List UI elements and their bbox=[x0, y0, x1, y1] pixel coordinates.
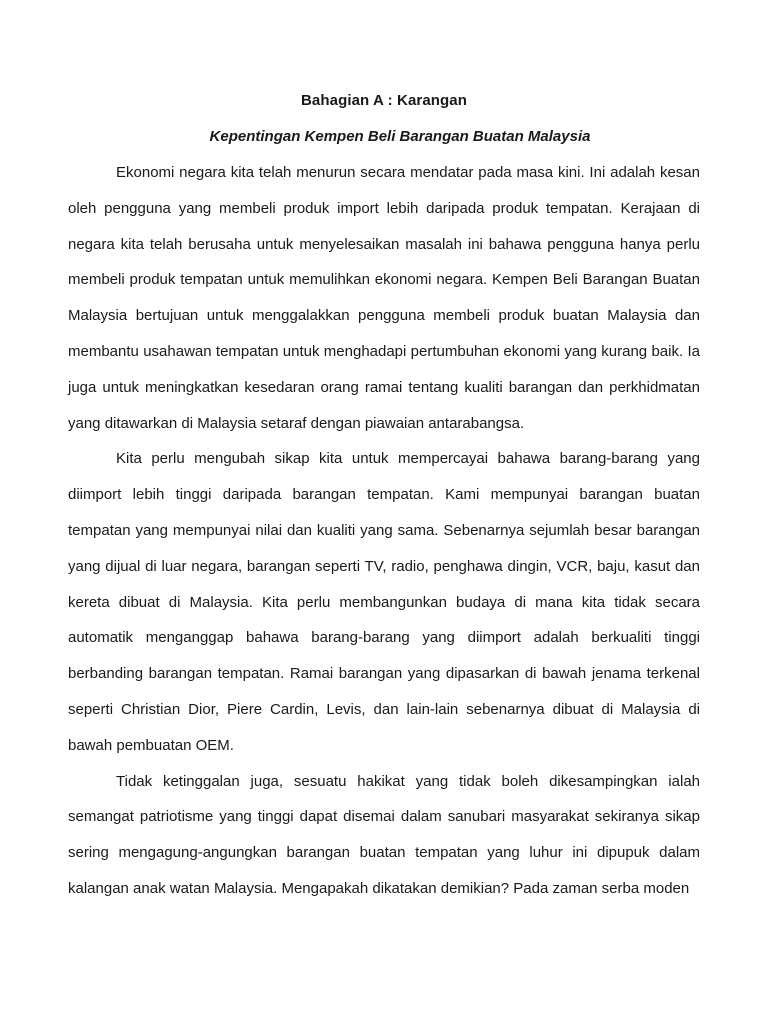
paragraph-1: Ekonomi negara kita telah menurun secara mendatar pada masa kini. Ini adalah kesan oleh pengguna yang membeli produk import lebih daripada produk tempatan. Kerajaan di negara kita telah berusaha untuk menyelesaikan masalah ini bahawa pengguna hanya perlu membeli produk tempatan untuk memulihkan ekonomi negara. Kempen Beli Barangan Buatan Malaysia bertujuan untuk menggalakkan pengguna membeli produk buatan Malaysia dan membantu usahawan tempatan untuk menghadapi pertumbuhan ekonomi yang kurang baik. Ia juga untuk meningkatkan kesedaran orang ramai tentang kualiti barangan dan perkhidmatan yang ditawarkan di Malaysia setaraf dengan piawaian antarabangsa. bbox=[68, 164, 700, 432]
essay-title: Kepentingan Kempen Beli Barangan Buatan Malaysia bbox=[209, 128, 591, 145]
section-heading: Bahagian A : Karangan bbox=[300, 92, 468, 109]
essay-body bbox=[68, 155, 700, 907]
paragraph-2: Kita perlu mengubah sikap kita untuk mempercayai bahawa barang-barang yang diimport lebih tinggi daripada barangan tempatan. Kami mempunyai barangan buatan tempatan yang mempunyai nilai dan kualiti yang sama. Sebenarnya sejumlah besar barangan yang dijual di luar negara, barangan seperti TV, radio, penghawa dingin, VCR, baju, kasut dan kereta dibuat di Malaysia. Kita perlu membangunkan budaya di mana kita tidak secara automatik menganggap bahawa barang-barang yang diimport adalah berkualiti tinggi berbanding barangan tempatan. Ramai barangan yang dipasarkan di bawah jenama terkenal seperti Christian Dior, Piere Cardin, Levis, dan lain-lain sebenarnya dibuat di Malaysia di bawah pembuatan OEM. bbox=[68, 450, 700, 754]
paragraph-3: Tidak ketinggalan juga, sesuatu hakikat yang tidak boleh dikesampingkan ialah semangat patriotisme yang tinggi dapat disemai dalam sanubari masyarakat sekiranya sikap sering mengagung-angungkan barangan buatan tempatan yang luhur ini dipupuk dalam kalangan anak watan Malaysia. Mengapakah dikatakan demikian? Pada zaman serba moden bbox=[68, 772, 700, 897]
